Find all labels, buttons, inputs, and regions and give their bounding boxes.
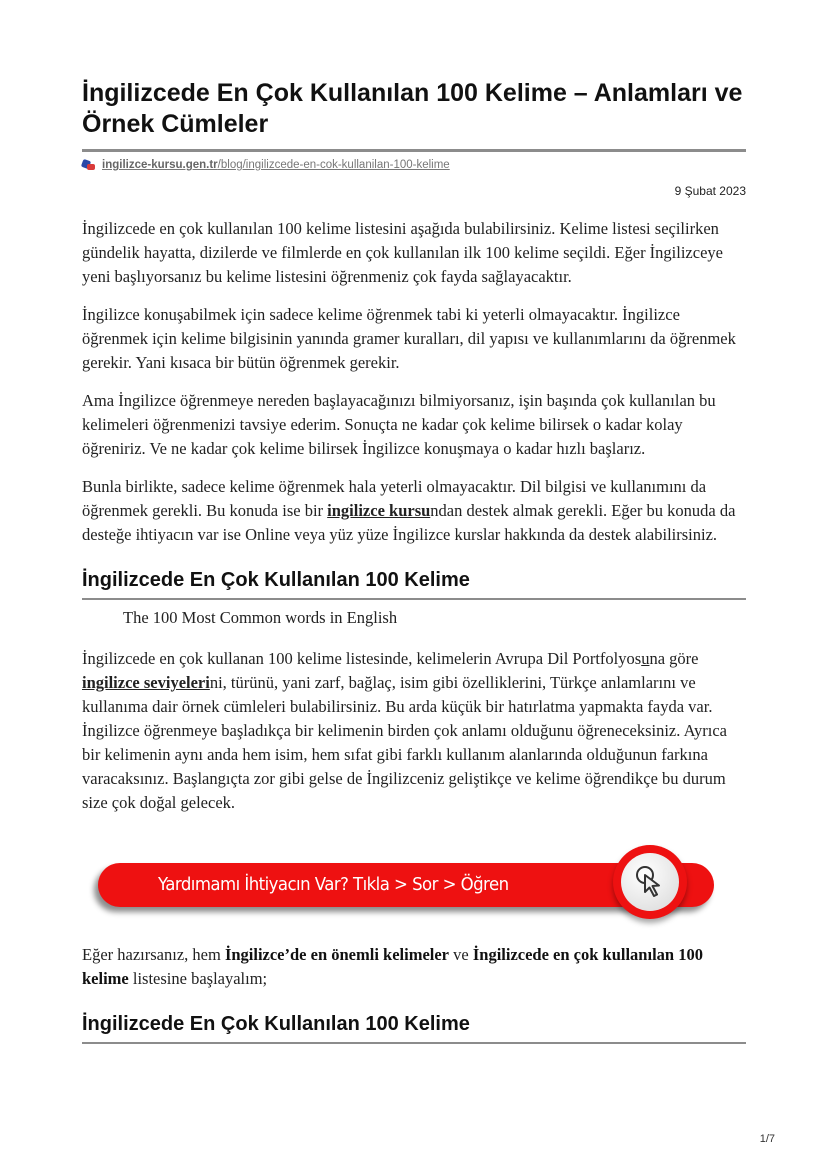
paragraph-5-text-2: na göre <box>649 649 699 668</box>
source-line <box>82 157 746 173</box>
source-domain: ingilizce-kursu.gen.tr <box>102 159 218 171</box>
publish-date: 9 Şubat 2023 <box>674 184 746 198</box>
section-heading-1: İngilizcede En Çok Kullanılan 100 Kelime <box>82 567 746 600</box>
paragraph-4 <box>82 475 746 547</box>
paragraph-closing <box>82 943 746 991</box>
page-title: İngilizcede En Çok Kullanılan 100 Kelime – Anlamları ve Örnek Cümleler <box>82 0 746 152</box>
paragraph-5-text: İngilizcede en çok kullanan 100 kelime listesinde, kelimelerin Avrupa Dil Portfolyos <box>82 649 642 668</box>
closing-text-2: ve <box>449 945 473 964</box>
ingilizce-seviyeleri-link[interactable]: ingilizce seviyeleri <box>82 673 210 692</box>
source-url-link[interactable] <box>102 159 450 171</box>
paragraph-5-text-3: ni, türünü, yani zarf, bağlaç, isim gibi özelliklerini, Türkçe anlamlarını ve kullanıma dair örnek cümleleri bulabilirsiniz. Bu arda küçük bir hatırlatma yapmakta fayda var. İngilizce öğrenmeye başladıkça bir kelimenin birden çok anlamı olduğunu öğreneceksiniz. Ayrıca bir kelimenin aynı anda hem isim, hem sıfat gibi farklı kullanım alanlarında olduğunun farkına varacaksınız. Başlangıçta zor gibi gelse de İngilizceniz geliştikçe ve kelime öğrendikçe bu durum size çok doğal gelecek. <box>82 673 727 812</box>
paragraph-3: Ama İngilizce öğrenmeye nereden başlayacağınızı bilmiyorsanız, işin başında çok kullanılan bu kelimeleri öğrenmenizi tavsiye ederim. Sonuçta ne kadar çok kelime bilirsek o kadar kolay öğreniriz. Ve ne kadar çok kelime bilirsek İngilizce konuşmaya o kadar hızlı başlarız. <box>82 391 716 458</box>
paragraph-4-text: Bunla birlikte, sadece kelime öğrenmek hala yeterli olmayacaktır. Dil bilgisi ve kullanımını da öğrenmek gerekli. Bu konuda ise bir <box>82 477 707 520</box>
closing-text-3: listesine başlayalım; <box>128 969 268 988</box>
paragraph-1: İngilizcede en çok kullanılan 100 kelime listesini aşağıda bulabilirsiniz. Kelime listesi seçilirken gündelik hayatta, dizilerde ve filmlerde en çok kullanılan ilk 100 kelime seçildi. Eğer İngilizceye yeni başlıyorsanız bu kelime listesini öğrenmeniz çok fayda sağlayacaktır. <box>82 219 723 286</box>
help-banner-button[interactable] <box>98 839 728 929</box>
banner-circle <box>613 845 687 919</box>
cursor-click-icon <box>634 864 668 900</box>
page-number: 1/7 <box>759 1133 775 1145</box>
paragraph-2: İngilizce konuşabilmek için sadece kelime öğrenmek tabi ki yeterli olmayacaktır. İngilizce öğrenmek için kelime bilgisinin yanında gramer kuralları, dil yapısı ve kullanımlarını da öğrenmek gerekir. Yani kısaca bir bütün öğrenmek gerekir. <box>82 305 736 372</box>
ingilizce-kursu-link[interactable]: ingilizce kursu <box>327 501 431 520</box>
source-path: /blog/ingilizcede-en-cok-kullanilan-100-kelime <box>217 159 450 171</box>
section-subtitle: The 100 Most Common words in English <box>123 608 398 627</box>
paragraph-4-text-end: ndan destek almak gerekli. Eğer bu konuda da desteğe ihtiyacın var ise Online veya yüz yüze İngilizce kurslar hakkında da destek alabilirsiniz. <box>82 501 736 544</box>
banner-label: Yardımamı İhtiyacın Var? Tıkla > Sor > Öğren <box>158 874 509 895</box>
closing-bold-2: İngilizcede en çok kullanılan 100 kelime <box>82 945 703 988</box>
underlined-letter: u <box>641 649 650 668</box>
paragraph-5 <box>82 647 746 815</box>
closing-text: Eğer hazırsanız, hem <box>82 945 225 964</box>
closing-bold-1: İngilizce’de en önemli kelimeler <box>224 945 450 964</box>
section-heading-2: İngilizcede En Çok Kullanılan 100 Kelime <box>82 1011 746 1044</box>
uk-flag-icon <box>82 159 96 171</box>
document-page <box>82 0 746 1044</box>
